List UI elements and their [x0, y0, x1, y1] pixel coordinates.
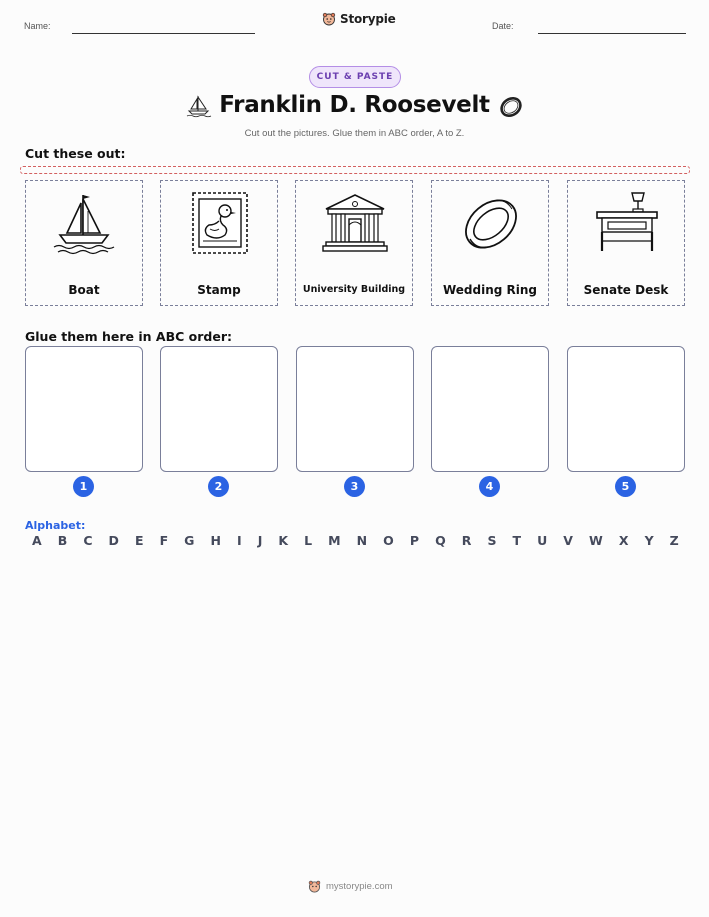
glue-slot-1[interactable] [25, 346, 143, 472]
alphabet-letter: F [159, 533, 169, 548]
footer-mascot-icon [308, 880, 321, 893]
title-ring-icon [498, 94, 524, 120]
alphabet-letter: Z [669, 533, 679, 548]
storypie-logo [322, 12, 396, 26]
alphabet-letter: I [237, 533, 242, 548]
cut-card-boat[interactable] [25, 180, 143, 306]
alphabet-letter: B [57, 533, 68, 548]
order-number-4: 4 [479, 476, 500, 497]
cut-card-stamp[interactable] [160, 180, 278, 306]
alphabet-letter: T [512, 533, 522, 548]
glue-slot-2[interactable] [160, 346, 278, 472]
card-label: Stamp [197, 283, 241, 297]
alphabet-letter: M [328, 533, 341, 548]
alphabet-letter: H [210, 533, 221, 548]
alphabet-heading: Alphabet: [25, 519, 86, 532]
worksheet-header [0, 0, 709, 50]
stamp-icon [185, 189, 255, 259]
activity-badge: CUT & PASTE [309, 66, 401, 88]
glue-slot-5[interactable] [567, 346, 685, 472]
alphabet-letter: K [278, 533, 289, 548]
alphabet-letter: J [257, 533, 263, 548]
name-line[interactable] [72, 33, 255, 34]
card-label: Senate Desk [583, 283, 669, 297]
cut-card-university-building[interactable] [295, 180, 413, 306]
instructions: Cut out the pictures. Glue them in ABC order, A to Z. [244, 128, 465, 139]
university-building-icon [320, 189, 390, 259]
date-label: Date: [492, 21, 514, 31]
order-number-5: 5 [615, 476, 636, 497]
alphabet-letter: C [83, 533, 93, 548]
cut-card-senate-desk[interactable] [567, 180, 685, 306]
brand-name: Storypie [340, 12, 396, 26]
order-number-1: 1 [73, 476, 94, 497]
alphabet-letter: O [383, 533, 394, 548]
alphabet-letter: S [487, 533, 497, 548]
glue-slot-4[interactable] [431, 346, 549, 472]
boat-icon [50, 189, 120, 259]
card-label: University Building [302, 284, 406, 295]
wedding-ring-icon [456, 189, 526, 259]
storypie-mascot-icon [322, 12, 336, 26]
alphabet-letter: L [304, 533, 313, 548]
alphabet-letter: V [563, 533, 573, 548]
page-title: Franklin D. Roosevelt [219, 92, 490, 118]
senate-desk-icon [592, 189, 662, 259]
alphabet-letter: Q [435, 533, 446, 548]
cut-heading: Cut these out: [25, 146, 126, 161]
alphabet-letter: R [461, 533, 472, 548]
alphabet-letter: N [356, 533, 368, 548]
alphabet-letter: Y [644, 533, 654, 548]
alphabet-letter: A [32, 533, 42, 548]
footer-url[interactable]: mystorypie.com [326, 881, 393, 892]
cut-card-wedding-ring[interactable] [431, 180, 549, 306]
alphabet-letter: G [184, 533, 195, 548]
glue-slot-3[interactable] [296, 346, 414, 472]
card-label: Boat [68, 283, 100, 297]
name-label: Name: [24, 21, 51, 31]
card-label: Wedding Ring [442, 283, 538, 297]
order-number-2: 2 [208, 476, 229, 497]
alphabet-letter: E [134, 533, 144, 548]
alphabet-letter: P [409, 533, 420, 548]
cut-dashed-line [20, 166, 690, 174]
alphabet-letter: D [108, 533, 119, 548]
order-number-3: 3 [344, 476, 365, 497]
footer [308, 880, 393, 893]
alphabet-letter: W [589, 533, 603, 548]
date-line[interactable] [538, 33, 686, 34]
glue-heading: Glue them here in ABC order: [25, 329, 232, 344]
alphabet-letter: U [537, 533, 548, 548]
alphabet-row [25, 533, 685, 548]
alphabet-letter: X [618, 533, 629, 548]
